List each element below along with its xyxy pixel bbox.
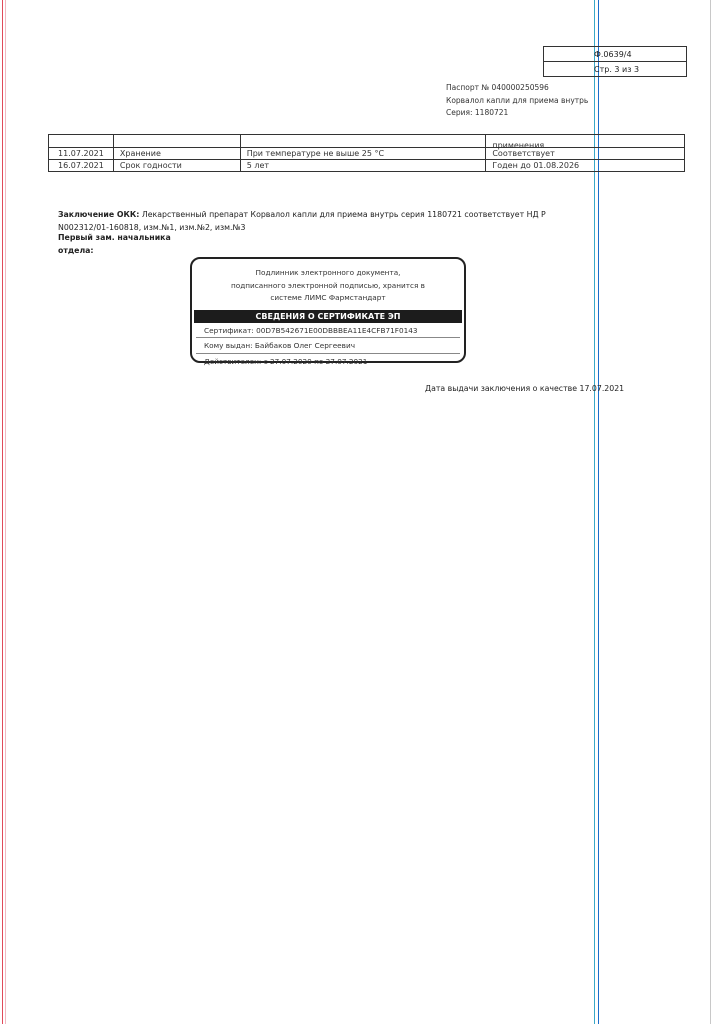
scan-edge-line: [710, 0, 711, 1024]
table-cell-requirement: При температуре не выше 25 °C: [240, 148, 486, 160]
table-cell-requirement: 5 лет: [240, 160, 486, 172]
page-number: Стр. 3 из 3: [544, 62, 687, 77]
passport-series: Серия: 1180721: [446, 108, 509, 117]
scan-edge-line: [2, 0, 3, 1024]
electronic-signature-stamp: [190, 257, 466, 366]
table-row: [49, 160, 685, 172]
table-row: [49, 148, 685, 160]
table-cell-date: 16.07.2021: [49, 160, 114, 172]
issue-date: Дата выдачи заключения о качестве 17.07.2021: [425, 384, 625, 393]
passport-block: [446, 82, 588, 120]
conclusion-label: Заключение ОКК:: [58, 210, 140, 219]
stamp-text-line: подписанного электронной подписью, хранится в: [231, 280, 425, 290]
stamp-title-bar: СВЕДЕНИЯ О СЕРТИФИКАТЕ ЭП: [194, 310, 462, 323]
stamp-issued-to: Кому выдан: Байбаков Олег Сергеевич: [196, 338, 460, 354]
conclusion: [58, 209, 558, 234]
stamp-certificate: Сертификат: 00D7B542671E00DBBBEA11E4CFB71F0143: [196, 323, 460, 339]
table-cell-result: Соответствует: [486, 148, 685, 160]
table-cell-param: Хранение: [113, 148, 240, 160]
signatory-department: отдела:: [58, 246, 94, 255]
form-code: Ф.0639/4: [544, 47, 687, 62]
table-row: [49, 135, 685, 148]
scan-edge-line: [5, 0, 6, 1024]
stamp-text-line: системе ЛИМС Фармстандарт: [270, 293, 386, 302]
table-cell-result: применения.: [492, 140, 547, 150]
stamp-text-line: Подлинник электронного документа,: [255, 268, 401, 277]
conclusion-text: Лекарственный препарат Корвалол капли для приема внутрь серия 1180721 соответствует НД Р N002312/01-160818, изм.№1, изм.№2, изм.№3: [58, 210, 546, 232]
form-code-box: [543, 46, 687, 77]
stamp-header: [192, 267, 464, 305]
stamp-validity: Действителен: с 27.07.2020 по 27.07.2021: [204, 356, 368, 366]
passport-number: Паспорт № 040000250596: [446, 83, 549, 92]
table-cell-date: 11.07.2021: [49, 148, 114, 160]
passport-product: Корвалол капли для приема внутрь: [446, 95, 589, 105]
table-cell-param: Срок годности: [113, 160, 240, 172]
signatory-title: Первый зам. начальника: [58, 233, 171, 242]
test-results-table: [48, 134, 685, 172]
table-cell-result: Годен до 01.08.2026: [486, 160, 685, 172]
